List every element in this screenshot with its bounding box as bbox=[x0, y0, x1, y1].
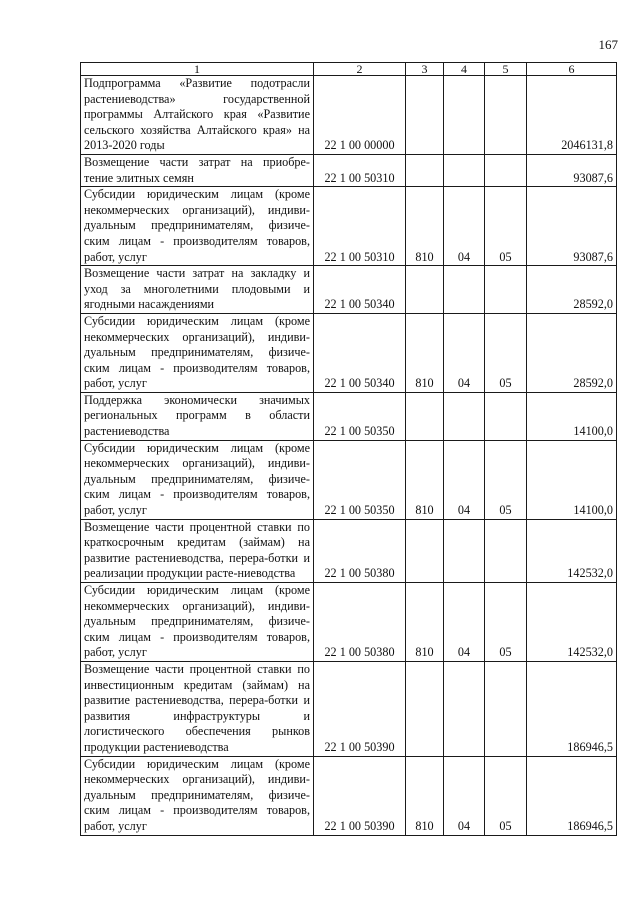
row-expense-type bbox=[406, 154, 444, 186]
page-number: 167 bbox=[598, 37, 618, 52]
row-code: 22 1 00 50380 bbox=[314, 583, 406, 662]
row-name: Субсидии юридическим лицам (кроме некоммерческих организаций), индиви-дуальным предпринимателям, физиче-ским лицам - производителям товаров, работ, услуг bbox=[81, 187, 314, 266]
row-subsection: 05 bbox=[485, 187, 527, 266]
row-subsection bbox=[485, 76, 527, 155]
row-section bbox=[444, 661, 485, 756]
row-expense-type bbox=[406, 76, 444, 155]
row-expense-type: 810 bbox=[406, 756, 444, 835]
row-code: 22 1 00 50350 bbox=[314, 392, 406, 440]
budget-table bbox=[80, 62, 617, 836]
row-code: 22 1 00 50350 bbox=[314, 440, 406, 519]
row-expense-type: 810 bbox=[406, 187, 444, 266]
header-row bbox=[81, 63, 617, 76]
row-code: 22 1 00 50390 bbox=[314, 756, 406, 835]
table-row bbox=[81, 440, 617, 519]
row-sum: 93087,6 bbox=[527, 154, 617, 186]
row-section: 04 bbox=[444, 440, 485, 519]
row-sum: 28592,0 bbox=[527, 266, 617, 314]
row-section bbox=[444, 266, 485, 314]
row-subsection: 05 bbox=[485, 583, 527, 662]
table-row bbox=[81, 187, 617, 266]
row-name: Субсидии юридическим лицам (кроме некоммерческих организаций), индиви-дуальным предпринимателям, физиче-ским лицам - производителям товаров, работ, услуг bbox=[81, 756, 314, 835]
row-subsection bbox=[485, 266, 527, 314]
header-col-3: 3 bbox=[406, 63, 444, 76]
header-col-6: 6 bbox=[527, 63, 617, 76]
row-expense-type: 810 bbox=[406, 313, 444, 392]
header-col-5: 5 bbox=[485, 63, 527, 76]
row-code: 22 1 00 50310 bbox=[314, 154, 406, 186]
row-name: Возмещение части затрат на приобре-тение элитных семян bbox=[81, 154, 314, 186]
table-row bbox=[81, 756, 617, 835]
row-subsection: 05 bbox=[485, 440, 527, 519]
row-subsection bbox=[485, 154, 527, 186]
table-row bbox=[81, 583, 617, 662]
row-sum: 142532,0 bbox=[527, 519, 617, 582]
table-row bbox=[81, 266, 617, 314]
row-expense-type: 810 bbox=[406, 440, 444, 519]
row-expense-type: 810 bbox=[406, 583, 444, 662]
row-section bbox=[444, 76, 485, 155]
row-code: 22 1 00 50380 bbox=[314, 519, 406, 582]
row-name: Подпрограмма «Развитие подотрасли растениеводства» государственной программы Алтайского края «Развитие сельского хозяйства Алтайского края» на 2013-2020 годы bbox=[81, 76, 314, 155]
row-sum: 14100,0 bbox=[527, 440, 617, 519]
table-row bbox=[81, 154, 617, 186]
row-code: 22 1 00 50390 bbox=[314, 661, 406, 756]
row-section bbox=[444, 154, 485, 186]
row-section bbox=[444, 392, 485, 440]
row-section: 04 bbox=[444, 583, 485, 662]
row-section bbox=[444, 519, 485, 582]
row-name: Субсидии юридическим лицам (кроме некоммерческих организаций), индиви-дуальным предпринимателям, физиче-ским лицам - производителям товаров, работ, услуг bbox=[81, 313, 314, 392]
row-sum: 142532,0 bbox=[527, 583, 617, 662]
row-sum: 28592,0 bbox=[527, 313, 617, 392]
row-sum: 93087,6 bbox=[527, 187, 617, 266]
row-name: Субсидии юридическим лицам (кроме некоммерческих организаций), индиви-дуальным предпринимателям, физиче-ским лицам - производителям товаров, работ, услуг bbox=[81, 440, 314, 519]
row-code: 22 1 00 50340 bbox=[314, 266, 406, 314]
row-expense-type bbox=[406, 392, 444, 440]
row-name: Возмещение части процентной ставки по инвестиционным кредитам (займам) на развитие растениеводства, перера-ботки и развития инфраструктуры и логистического обеспечения рынков продукции растениеводства bbox=[81, 661, 314, 756]
row-code: 22 1 00 00000 bbox=[314, 76, 406, 155]
row-code: 22 1 00 50340 bbox=[314, 313, 406, 392]
row-section: 04 bbox=[444, 313, 485, 392]
table-row bbox=[81, 313, 617, 392]
header-col-1: 1 bbox=[81, 63, 314, 76]
row-name: Возмещение части процентной ставки по краткосрочным кредитам (займам) на развитие растениеводства, перера-ботки и реализации продукции расте-ниеводства bbox=[81, 519, 314, 582]
table-row bbox=[81, 76, 617, 155]
row-code: 22 1 00 50310 bbox=[314, 187, 406, 266]
row-sum: 186946,5 bbox=[527, 661, 617, 756]
row-subsection bbox=[485, 392, 527, 440]
row-expense-type bbox=[406, 519, 444, 582]
row-subsection bbox=[485, 519, 527, 582]
table-row bbox=[81, 519, 617, 582]
row-expense-type bbox=[406, 266, 444, 314]
row-name: Субсидии юридическим лицам (кроме некоммерческих организаций), индиви-дуальным предпринимателям, физиче-ским лицам - производителям товаров, работ, услуг bbox=[81, 583, 314, 662]
row-section: 04 bbox=[444, 756, 485, 835]
row-name: Поддержка экономически значимых региональных программ в области растениеводства bbox=[81, 392, 314, 440]
row-name: Возмещение части затрат на закладку и уход за многолетними плодовыми и ягодными насаждениями bbox=[81, 266, 314, 314]
row-subsection: 05 bbox=[485, 756, 527, 835]
row-expense-type bbox=[406, 661, 444, 756]
header-col-4: 4 bbox=[444, 63, 485, 76]
row-section: 04 bbox=[444, 187, 485, 266]
row-sum: 2046131,8 bbox=[527, 76, 617, 155]
row-subsection bbox=[485, 661, 527, 756]
header-col-2: 2 bbox=[314, 63, 406, 76]
table-row bbox=[81, 661, 617, 756]
row-sum: 14100,0 bbox=[527, 392, 617, 440]
row-subsection: 05 bbox=[485, 313, 527, 392]
row-sum: 186946,5 bbox=[527, 756, 617, 835]
table-row bbox=[81, 392, 617, 440]
